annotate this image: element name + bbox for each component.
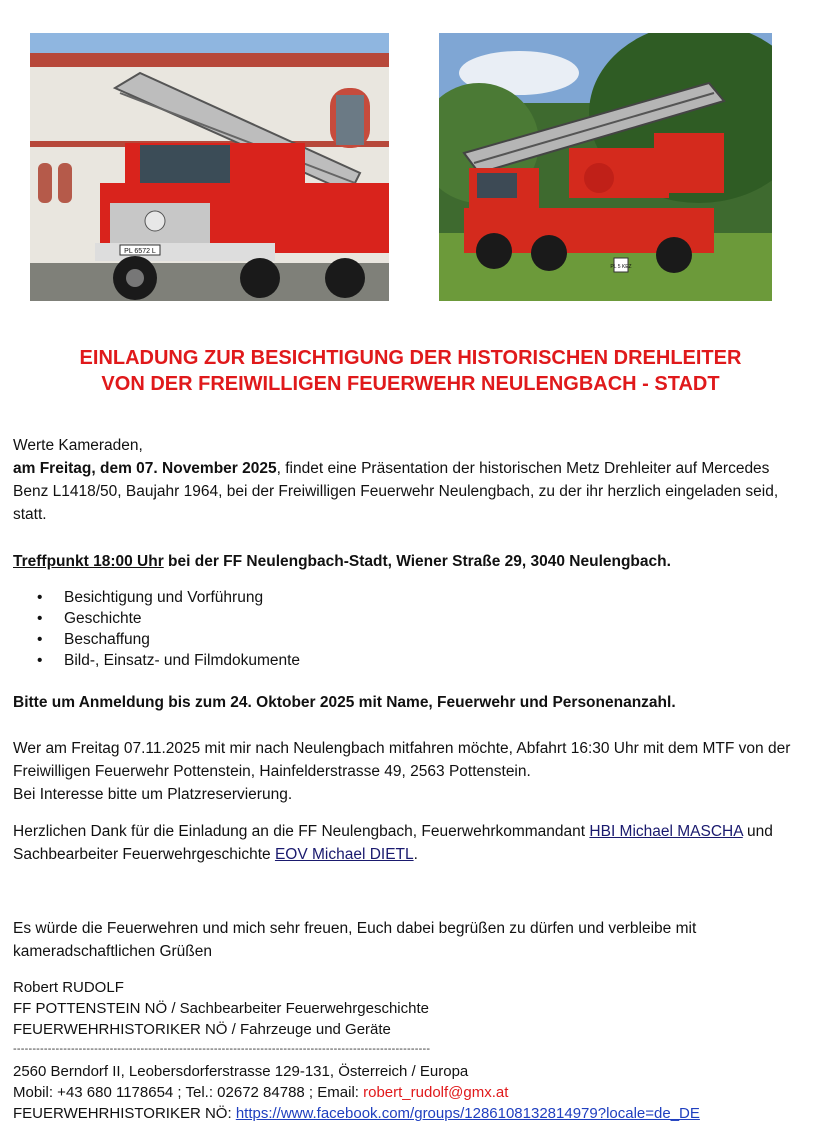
thanks-text-1: Herzlichen Dank für die Einladung an die FF Neulengbach, Feuerwehrkommandant bbox=[13, 823, 590, 840]
title-line-2: VON DER FREIWILLIGEN FEUERWEHR NEULENGBACH - STADT bbox=[101, 373, 720, 395]
meeting-label: Treffpunkt 18:00 Uhr bbox=[13, 553, 164, 570]
contact-prefix: Mobil: +43 680 1178654 ; Tel.: 02672 84788 ; Email: bbox=[13, 1084, 364, 1101]
link-hbi-mascha[interactable]: HBI Michael MASCHA bbox=[589, 823, 743, 840]
facebook-link[interactable]: https://www.facebook.com/groups/1286108132814979?locale=de_DE bbox=[235, 1105, 700, 1122]
facebook-prefix: FEUERWEHRHISTORIKER NÖ: bbox=[13, 1105, 236, 1122]
ride-reservation: Bei Interesse bitte um Platzreservierung. bbox=[13, 786, 293, 803]
list-item: • Bild-, Einsatz- und Filmdokumente bbox=[13, 650, 300, 671]
title-line-1: EINLADUNG ZUR BESICHTIGUNG DER HISTORISCHEN DREHLEITER bbox=[79, 347, 742, 369]
thanks-text-2: und Sachbearbeiter Feuerwehrgeschichte bbox=[13, 823, 773, 863]
fire-engine-right-image bbox=[439, 33, 772, 301]
ride-paragraph bbox=[13, 737, 803, 806]
right-plate: PL 5 KEZ bbox=[610, 264, 632, 270]
intro-body bbox=[13, 457, 803, 526]
signature-block bbox=[13, 977, 429, 1040]
activities-list bbox=[13, 587, 300, 671]
signature-name: Robert RUDOLF bbox=[13, 979, 124, 996]
ride-text: Wer am Freitag 07.11.2025 mit mir nach Neulengbach mitfahren möchte, Abfahrt 16:30 Uhr mit dem MTF von der Freiwilligen Feuerwehr Pottenstein, Hainfelderstrasse 49, 2563 Pottenstein. bbox=[13, 740, 791, 780]
left-plate: PL 6572 L bbox=[124, 248, 156, 255]
greeting: Werte Kameraden, bbox=[13, 437, 143, 454]
photo-fire-engine-right bbox=[439, 33, 772, 301]
meeting-text: bei der FF Neulengbach-Stadt, Wiener Straße 29, 3040 Neulengbach. bbox=[163, 553, 671, 570]
thanks-paragraph bbox=[13, 820, 803, 866]
registration-note: Bitte um Anmeldung bis zum 24. Oktober 2025 mit Name, Feuerwehr und Personenanzahl. bbox=[13, 694, 676, 711]
address: 2560 Berndorf II, Leobersdorferstrasse 129-131, Österreich / Europa bbox=[13, 1063, 469, 1080]
event-date: am Freitag, dem 07. November 2025 bbox=[13, 460, 277, 477]
list-item: • Geschichte bbox=[13, 608, 300, 629]
intro-paragraph bbox=[13, 434, 803, 526]
invitation-title bbox=[0, 345, 821, 397]
facebook-line bbox=[13, 1103, 700, 1124]
photo-fire-engine-left bbox=[30, 33, 389, 301]
contact-line bbox=[13, 1082, 700, 1103]
signature-role-2: FEUERWEHRHISTORIKER NÖ / Fahrzeuge und Geräte bbox=[13, 1021, 391, 1038]
list-item: • Besichtigung und Vorführung bbox=[13, 587, 300, 608]
closing-paragraph: Es würde die Feuerwehren und mich sehr freuen, Euch dabei begrüßen zu dürfen und verbleibe mit kameradschaftlichen Grüßen bbox=[13, 920, 697, 960]
email-link[interactable]: robert_rudolf@gmx.at bbox=[363, 1084, 509, 1101]
meeting-point bbox=[13, 550, 803, 573]
signature-role-1: FF POTTENSTEIN NÖ / Sachbearbeiter Feuerwehrgeschichte bbox=[13, 1000, 429, 1017]
separator-line: ------------------------------------------------------------------------------------------------------------ bbox=[13, 1043, 431, 1055]
list-item: • Beschaffung bbox=[13, 629, 300, 650]
contact-block bbox=[13, 1061, 700, 1124]
fire-engine-left-image bbox=[30, 33, 389, 301]
intro-text: , findet eine Präsentation der historischen Metz Drehleiter auf Mercedes Benz L1418/50, Baujahr 1964, bei der Freiwilligen Feuerwehr Neulengbach, zu der ihr herzlich eingeladen seid, statt. bbox=[13, 460, 779, 523]
link-eov-dietl[interactable]: EOV Michael DIETL bbox=[274, 846, 414, 863]
thanks-text-3: . bbox=[413, 846, 418, 863]
